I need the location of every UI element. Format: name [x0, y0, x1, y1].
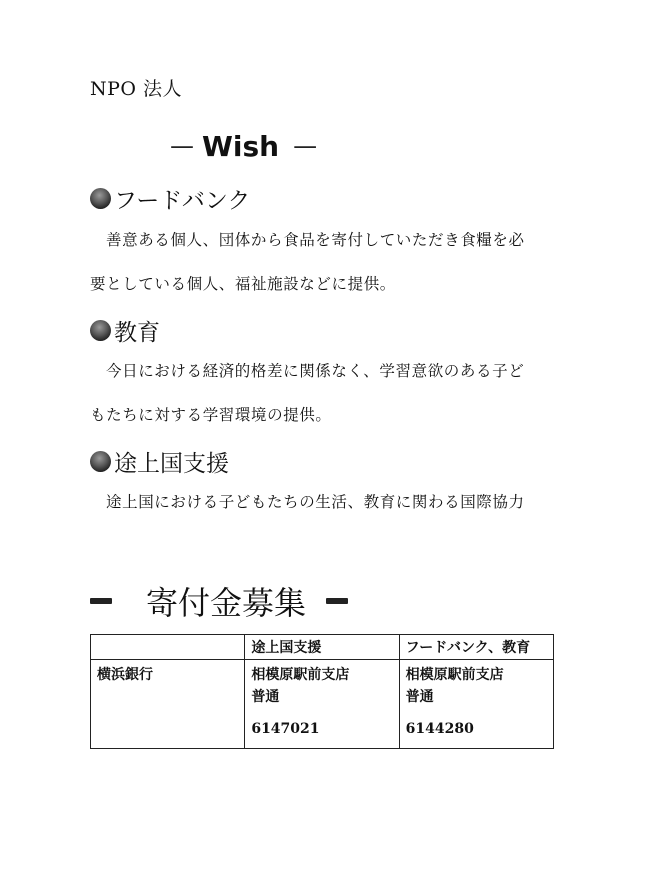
body-line: 途上国における子どもたちの生活、教育に関わる国際協力: [106, 493, 525, 511]
section-heading-text: フードバンク: [114, 188, 251, 214]
section-heading-education: [90, 314, 160, 347]
account-type: 普通: [251, 689, 280, 705]
bank-name-cell: [91, 660, 245, 749]
branch-name: 相模原駅前支店: [251, 667, 350, 683]
bank-name: 横浜銀行: [97, 667, 153, 683]
body-line: もたちに対する学習環境の提供。: [90, 406, 332, 424]
heading-bar-left: [90, 598, 112, 604]
table-header-row: [91, 635, 554, 660]
organization-title: [170, 126, 317, 166]
donation-heading-text: 寄付金募集: [146, 584, 307, 622]
table-header-cell: フードバンク、教育: [399, 635, 553, 660]
section-heading-text: 教育: [114, 320, 160, 346]
section-body-education: [90, 349, 560, 437]
section-heading-text: 途上国支援: [114, 451, 229, 477]
heading-bar-right: [326, 598, 348, 604]
bullet-icon: [90, 451, 111, 472]
title-dash-left: —: [170, 132, 194, 160]
bullet-icon: [90, 188, 111, 209]
body-line: 今日における経済的格差に関係なく、学習意欲のある子ど: [106, 362, 525, 380]
organization-type: NPO 法人: [90, 78, 183, 100]
organization-name: Wish: [202, 129, 280, 163]
table-row: [91, 660, 554, 749]
table-header-cell: 途上国支援: [245, 635, 399, 660]
section-heading-food-bank: [90, 182, 250, 215]
body-line: 善意ある個人、団体から食品を寄付していただき食糧を必: [106, 231, 525, 249]
bullet-icon: [90, 320, 111, 341]
account-type: 普通: [405, 689, 434, 705]
table-header-cell: [91, 635, 245, 660]
section-body-developing-countries: [90, 480, 560, 524]
title-dash-right: —: [293, 132, 318, 160]
body-line: 要としている個人、福祉施設などに提供。: [90, 275, 396, 293]
donation-heading: [90, 578, 348, 624]
account-number: 6147021: [251, 721, 320, 737]
account-cell: [399, 660, 553, 749]
branch-name: 相模原駅前支店: [405, 667, 504, 683]
bank-account-table: [90, 634, 554, 749]
section-heading-developing-countries: [90, 445, 229, 478]
account-number: 6144280: [405, 721, 474, 737]
account-cell: [245, 660, 399, 749]
section-body-food-bank: [90, 218, 560, 306]
